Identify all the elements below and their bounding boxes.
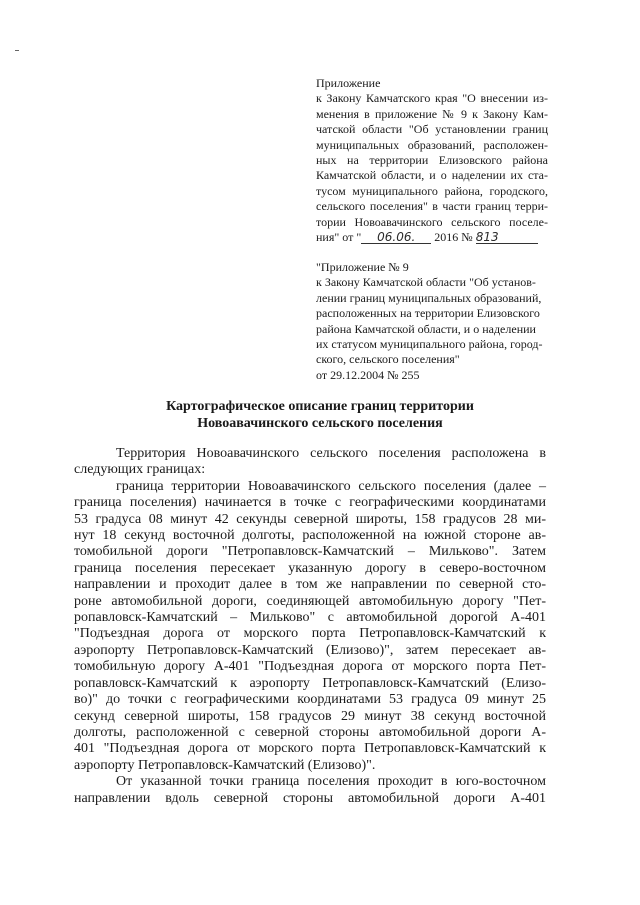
appendix-9-line: лении границ муниципальных образований, bbox=[316, 290, 542, 305]
handwritten-date: 06.06. bbox=[377, 230, 416, 245]
body-line: От указанной точки граница поселения проходит в юго-восточном bbox=[116, 774, 546, 790]
appendix-9-line: к Закону Камчатской области "Об установ- bbox=[316, 275, 536, 290]
body-line: долготы, расположенной с северной стороны автомобильной дороги А- bbox=[74, 724, 546, 740]
appendix-line: к Закону Камчатского края "О внесении из- bbox=[316, 91, 548, 106]
appendix-line: тории Новоавачинского сельского поселе- bbox=[316, 214, 548, 229]
body-line: аэропорту Петропавловск-Камчатский (Елизово)". bbox=[74, 757, 376, 773]
document-title bbox=[0, 398, 640, 432]
scan-mark bbox=[15, 50, 19, 51]
appendix-9-line: от 29.12.2004 № 255 bbox=[316, 367, 420, 382]
appendix-line: менения в приложение № 9 к Закону Кам- bbox=[316, 106, 548, 121]
year-text: 2016 № bbox=[434, 230, 473, 245]
body-line: ропавловск-Камчатский – Мильково" с автомобильной дорогой А-401 bbox=[74, 610, 546, 626]
body-line: направлении и проходит далее в том же направлении по северной сто- bbox=[74, 577, 546, 593]
date-prefix: ния" от " bbox=[316, 230, 362, 245]
body-line: граница территории Новоавачинского сельского поселения (далее – bbox=[116, 478, 546, 494]
body-line: граница поселения) начинается в точке с географическими координатами bbox=[74, 495, 546, 511]
body-line: ропавловск-Камчатский к аэропорту Петропавловск-Камчатский (Елизо- bbox=[74, 675, 546, 691]
body-line: следующих границах: bbox=[74, 462, 206, 478]
appendix-9-line: их статусом муниципального района, город- bbox=[316, 337, 543, 352]
appendix-line: тусом муниципального района, городского, bbox=[316, 183, 548, 198]
appendix-date-line bbox=[316, 230, 548, 245]
body-line: томобильной дороги "Петропавловск-Камчатский – Мильково". Затем bbox=[74, 544, 546, 560]
body-line: секунд северной широты, 158 градусов 29 минут 38 секунд восточной bbox=[74, 708, 546, 724]
body-text bbox=[74, 446, 546, 807]
body-line: роне автомобильной дороги, соединяющей автомобильную дорогу "Пет- bbox=[74, 593, 546, 609]
appendix-line: Камчатской области, и о наделении их ста- bbox=[316, 168, 548, 183]
appendix-line: ных на территории Елизовского района bbox=[316, 153, 548, 168]
appendix-header bbox=[316, 76, 548, 245]
handwritten-number: 813 bbox=[475, 230, 499, 245]
date-field bbox=[361, 231, 431, 244]
appendix-9-line: "Приложение № 9 bbox=[316, 260, 409, 274]
body-line: 53 градуса 08 минут 42 секунды северной широты, 158 градусов 28 ми- bbox=[74, 511, 546, 527]
body-line: "Подъездная дорога от морского порта Петропавловск-Камчатский к bbox=[74, 626, 546, 642]
title-line-1: Картографическое описание границ территории bbox=[166, 399, 474, 414]
body-line: Территория Новоавачинского сельского поселения расположена в bbox=[116, 446, 546, 461]
body-line: томобильную дорогу А-401 "Подъездная дорога от морского порта Пет- bbox=[74, 659, 546, 675]
appendix-9-line: ского, сельского поселения" bbox=[316, 352, 460, 367]
body-line: направлении вдоль северной стороны автомобильной дороги А-401 bbox=[74, 790, 546, 806]
number-field bbox=[476, 231, 538, 244]
body-line: нут 18 секунд восточной долготы, расположенной на южной стороне ав- bbox=[74, 528, 546, 544]
appendix-line: сельского поселения" в части границ терри- bbox=[316, 199, 548, 214]
body-line: граница поселения пересекает указанную дорогу в северо-восточном bbox=[74, 560, 546, 576]
appendix-9-line: расположенных на территории Елизовского bbox=[316, 306, 540, 321]
title-line-2: Новоавачинского сельского поселения bbox=[197, 416, 443, 431]
body-line: аэропорту Петропавловск-Камчатский (Елизово)", затем пересекает ав- bbox=[74, 642, 546, 658]
body-line: во)" до точки с географическими координатами 53 градуса 09 минут 25 bbox=[74, 692, 546, 708]
appendix-9-line: района Камчатской области, и о наделении bbox=[316, 321, 536, 336]
appendix-line: муниципальных образований, расположен- bbox=[316, 137, 548, 152]
appendix-line: Приложение bbox=[316, 76, 381, 90]
appendix-line: чатской области "Об установлении границ bbox=[316, 122, 548, 137]
appendix-9-header bbox=[316, 260, 548, 383]
body-line: 401 "Подъездная дорога от морского порта Петропавловск-Камчатский к bbox=[74, 741, 546, 757]
